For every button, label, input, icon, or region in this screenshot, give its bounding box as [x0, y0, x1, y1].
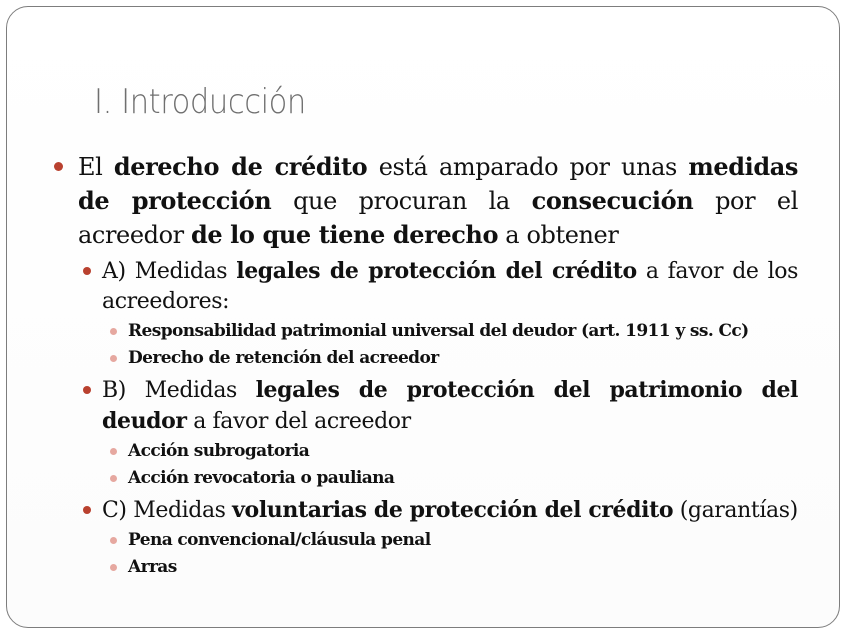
bullet-section-b — [82, 375, 798, 437]
intro-text-1: El — [78, 153, 114, 181]
bullet-section-c — [82, 495, 798, 526]
section-b-item — [108, 438, 798, 465]
section-c-bold: voluntarias de protección del crédito — [232, 497, 674, 523]
bullet-intro — [52, 150, 798, 252]
section-a-text-1: A) Medidas — [102, 259, 237, 284]
intro-text-5: a obtener — [498, 221, 619, 249]
section-a-item-label: Responsabilidad patrimonial universal del deudor (art. 1911 y ss. Cc) — [128, 321, 749, 341]
section-c-item-label: Pena convencional/cláusula penal — [128, 530, 431, 550]
slide-content — [52, 150, 798, 581]
intro-text-2: está amparado por unas — [367, 153, 689, 181]
section-a-item — [108, 345, 798, 372]
section-c-item — [108, 527, 798, 554]
section-b-bold: legales de protección del patrimonio del deudor — [102, 377, 799, 434]
slide-title: I. Introducción — [94, 82, 306, 122]
section-a-text-2: a favor de los acreedores: — [102, 259, 798, 314]
section-b-item-label: Acción subrogatoria — [128, 441, 310, 461]
section-b-text-1: B) Medidas — [102, 378, 256, 403]
intro-bold-derecho-de-credito: derecho de crédito — [113, 152, 368, 181]
intro-text-4: por el acreedor — [78, 187, 798, 249]
intro-text-3: que procuran la — [271, 187, 532, 215]
section-c-text-2: (garantías) — [673, 498, 798, 523]
section-c-item — [108, 554, 798, 581]
section-b-item-label: Acción revocatoria o pauliana — [128, 468, 395, 488]
intro-bold-de-lo-que-tiene-derecho: de lo que tiene derecho — [190, 220, 499, 249]
intro-bold-consecucion: consecución — [531, 186, 694, 215]
section-b-item — [108, 465, 798, 492]
section-c-text-1: C) Medidas — [102, 498, 233, 523]
section-c-item-label: Arras — [128, 557, 177, 577]
section-a-item-label: Derecho de retención del acreedor — [128, 348, 439, 368]
section-b-text-2: a favor del acreedor — [186, 409, 411, 434]
bullet-section-a — [82, 256, 798, 317]
section-a-bold: legales de protección del crédito — [236, 258, 637, 284]
section-a-item — [108, 318, 798, 345]
intro-bold-medidas-de-proteccion: medidas de protección — [78, 152, 798, 215]
